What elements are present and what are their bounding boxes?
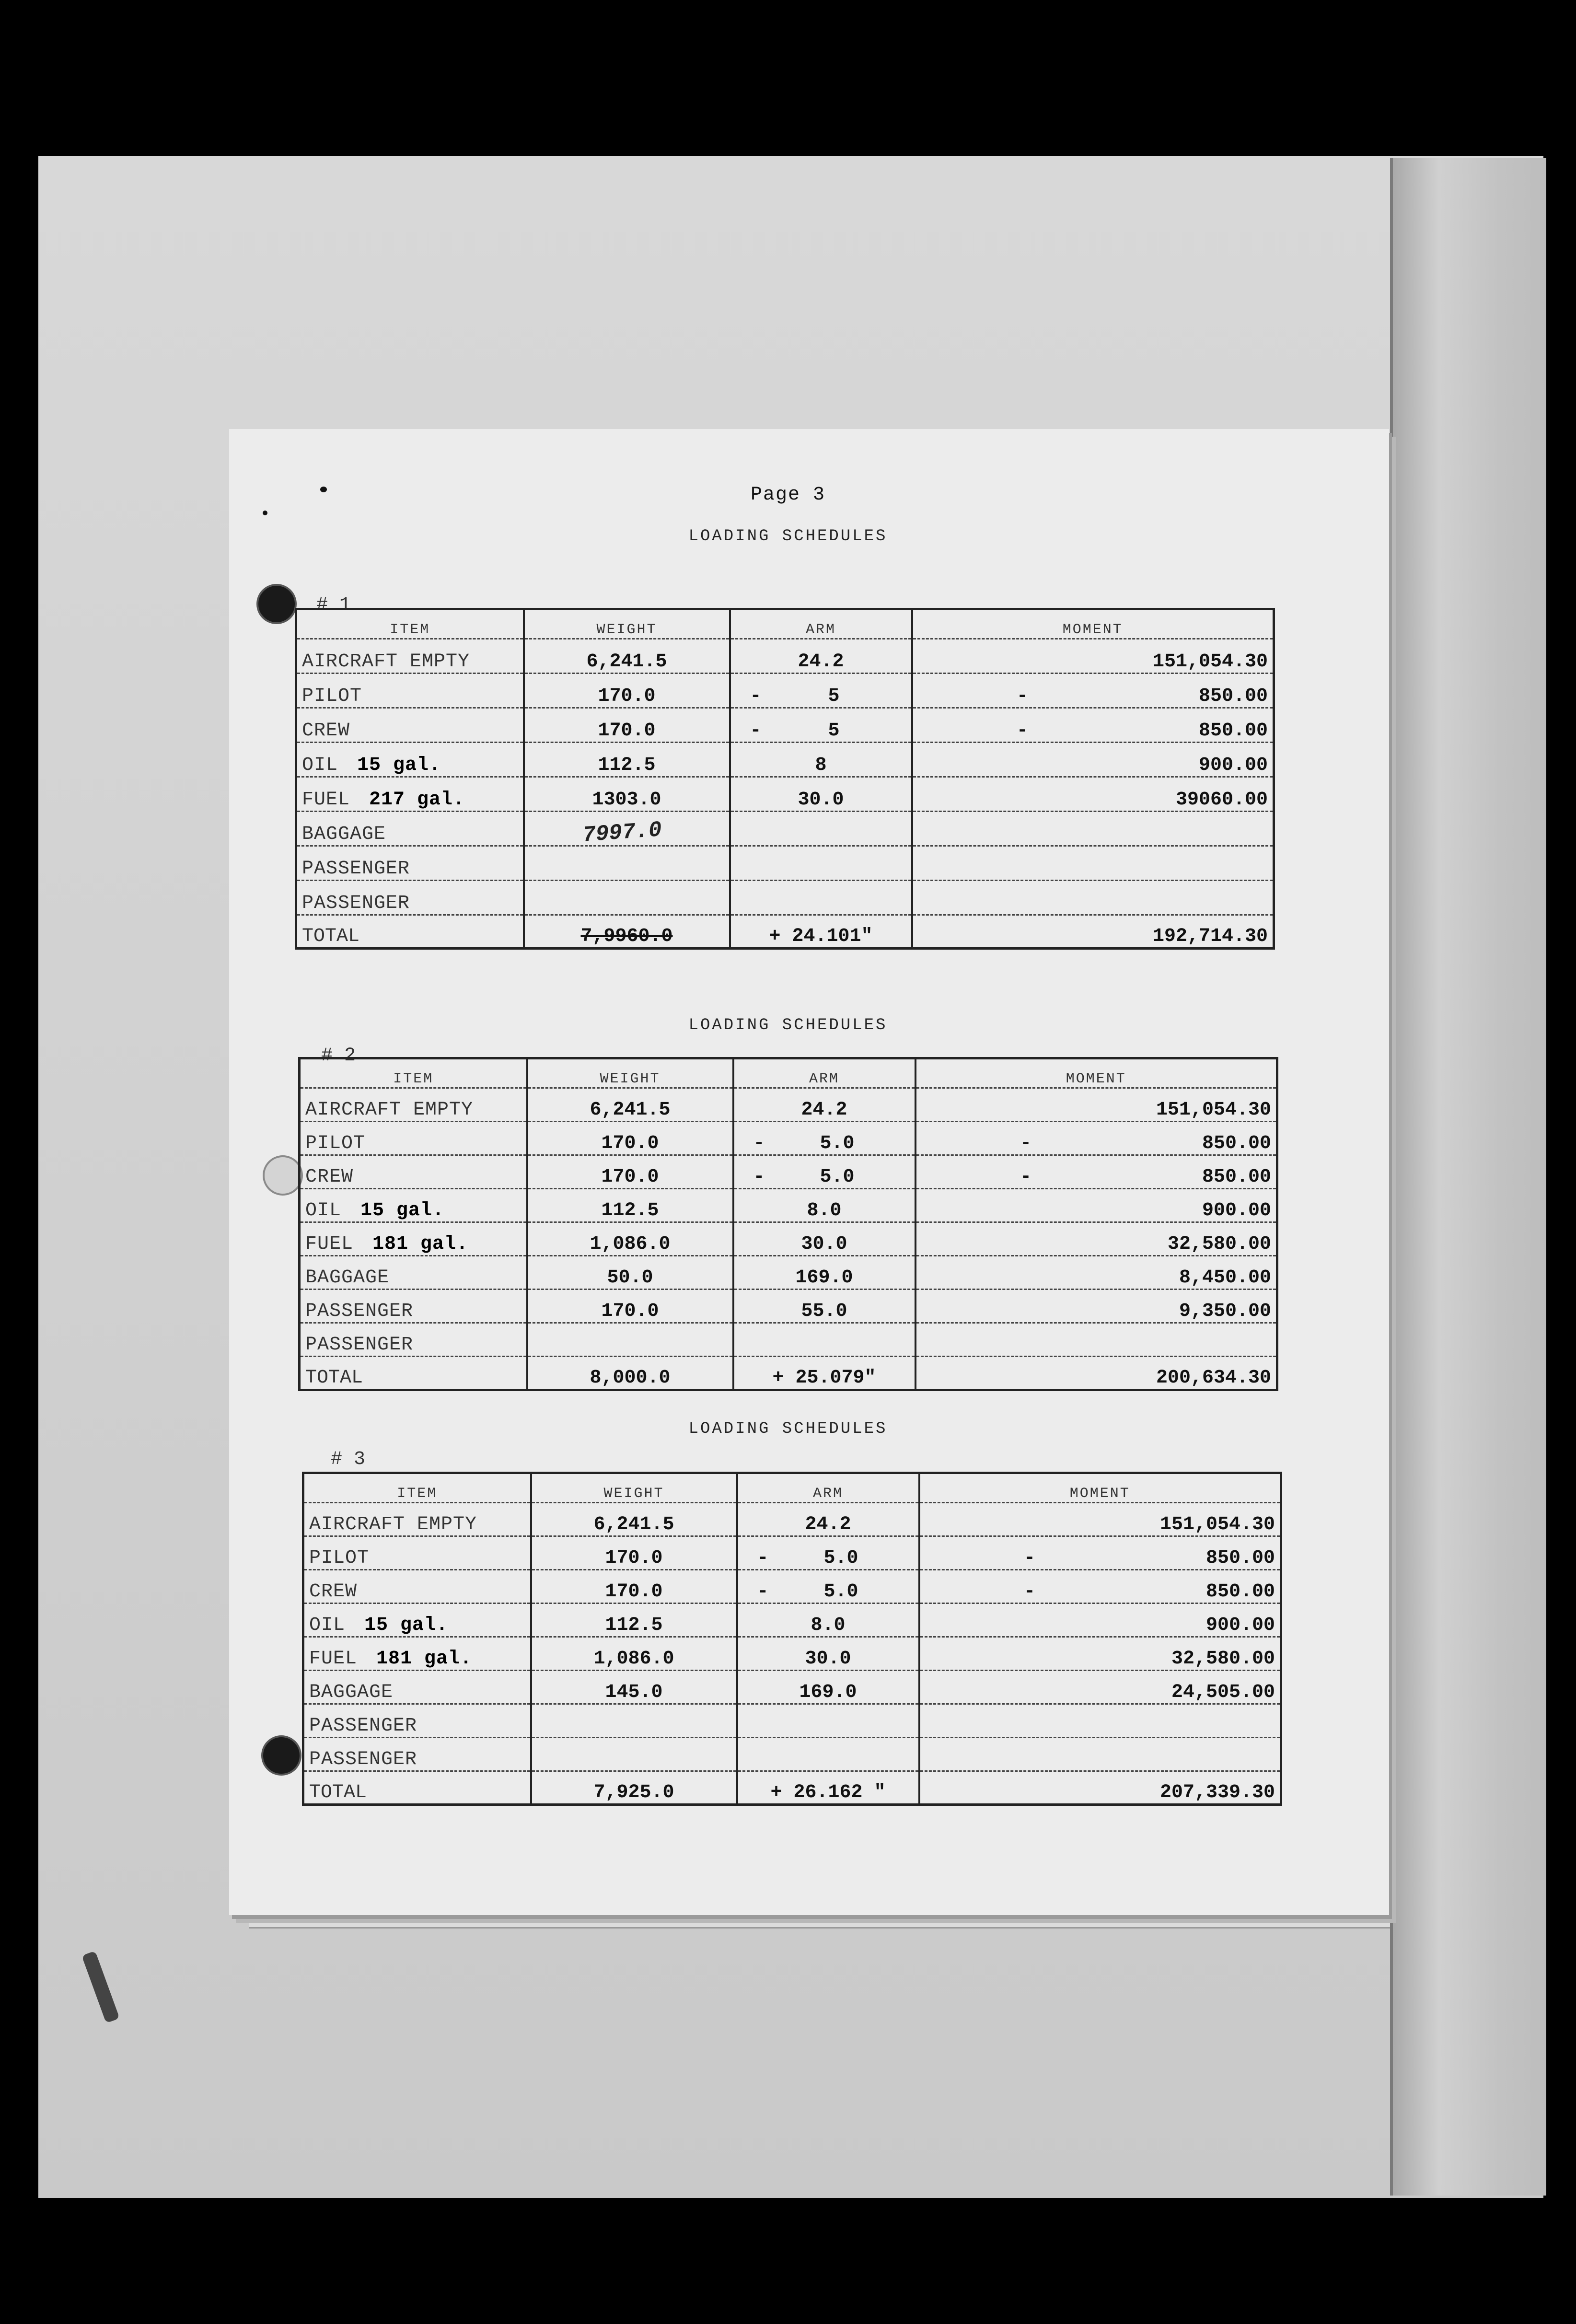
item-note: 181 gal. <box>376 1648 473 1670</box>
moment-sign: - <box>1020 1133 1031 1154</box>
moment-cell <box>915 1222 1277 1256</box>
moment-cell <box>919 1570 1281 1604</box>
moment-cell <box>919 1503 1281 1536</box>
table-row <box>300 1256 1277 1290</box>
item-cell <box>300 1222 527 1256</box>
moment-value: 850.00 <box>1205 1547 1275 1569</box>
weight-value: 170.0 <box>605 1547 663 1569</box>
total-row <box>300 1357 1277 1390</box>
punch-hole <box>261 1735 301 1776</box>
column-header: MOMENT <box>912 609 1274 639</box>
weight-value: 112.5 <box>601 1200 659 1221</box>
schedule-number: # 3 <box>331 1449 366 1470</box>
moment-cell <box>912 639 1274 674</box>
page-number: Page 3 <box>750 484 826 506</box>
schedules-title: LOADING SCHEDULES <box>688 527 888 546</box>
arm-value: 30.0 <box>798 789 844 811</box>
weight-cell <box>524 708 730 743</box>
arm-value: 30.0 <box>805 1648 851 1670</box>
moment-value: 151,054.30 <box>1156 1099 1271 1121</box>
item-note: 15 gal. <box>360 1200 445 1221</box>
item-cell <box>303 1738 531 1771</box>
moment-cell <box>919 1671 1281 1704</box>
column-header: ARM <box>733 1058 915 1088</box>
table-row <box>300 1323 1277 1357</box>
column-header: WEIGHT <box>531 1473 737 1503</box>
arm-cell <box>733 1122 915 1155</box>
moment-cell <box>912 812 1274 846</box>
weight-value: 170.0 <box>598 720 656 742</box>
moment-value: 151,054.30 <box>1152 651 1268 673</box>
weight-cell <box>527 1155 733 1189</box>
arm-cell <box>733 1222 915 1256</box>
moment-cell <box>919 1604 1281 1637</box>
moment-cell <box>912 743 1274 777</box>
table-row <box>296 812 1274 846</box>
item-cell <box>303 1536 531 1570</box>
total-label: TOTAL <box>309 1782 367 1803</box>
weight-cell <box>524 743 730 777</box>
weight-cell <box>531 1570 737 1604</box>
table-row <box>296 674 1274 708</box>
total-weight: 8,000.0 <box>527 1357 733 1390</box>
arm-value: 24.2 <box>805 1514 851 1535</box>
table-row <box>303 1604 1281 1637</box>
moment-value: 900.00 <box>1205 1615 1275 1636</box>
weight-value: 170.0 <box>605 1581 663 1603</box>
arm-value: 5.0 <box>823 1581 858 1603</box>
item-label: CREW <box>305 1166 354 1188</box>
item-cell <box>296 812 524 846</box>
moment-value: 900.00 <box>1198 755 1268 776</box>
total-arm: + 26.162 " <box>737 1771 919 1805</box>
arm-cell <box>737 1671 919 1704</box>
item-label: PASSENGER <box>309 1749 417 1770</box>
weight-cell <box>524 812 730 846</box>
moment-sign: - <box>1016 720 1028 742</box>
weight-cell <box>524 881 730 915</box>
arm-cell <box>733 1323 915 1357</box>
arm-cell <box>737 1570 919 1604</box>
item-note: 15 gal. <box>357 755 441 776</box>
item-cell <box>300 1323 527 1357</box>
item-cell <box>296 743 524 777</box>
weight-cell <box>531 1637 737 1671</box>
arm-cell <box>730 639 912 674</box>
weight-value: 1,086.0 <box>593 1648 674 1670</box>
weight-cell <box>527 1122 733 1155</box>
schedules-title: LOADING SCHEDULES <box>688 1016 888 1034</box>
item-label: OIL <box>305 1200 342 1221</box>
item-label: PASSENGER <box>305 1334 414 1356</box>
column-header: MOMENT <box>919 1473 1281 1503</box>
item-label: OIL <box>309 1615 346 1636</box>
arm-cell <box>733 1189 915 1222</box>
table-row <box>296 708 1274 743</box>
moment-value: 900.00 <box>1202 1200 1271 1221</box>
column-header: MOMENT <box>915 1058 1277 1088</box>
moment-value: 850.00 <box>1198 720 1268 742</box>
item-cell <box>303 1671 531 1704</box>
weight-value: 170.0 <box>601 1301 659 1322</box>
weight-cell <box>527 1256 733 1290</box>
total-moment: 207,339.30 <box>919 1771 1281 1805</box>
arm-sign: - <box>757 1547 769 1569</box>
item-cell <box>300 1290 527 1323</box>
item-cell <box>303 1503 531 1536</box>
weight-value: 170.0 <box>598 686 656 707</box>
column-header: WEIGHT <box>524 609 730 639</box>
table-row <box>300 1122 1277 1155</box>
weight-cell <box>524 639 730 674</box>
arm-cell <box>737 1604 919 1637</box>
arm-value: 8 <box>815 755 827 776</box>
item-label: BAGGAGE <box>302 824 386 845</box>
item-cell <box>296 777 524 812</box>
item-label: PASSENGER <box>302 893 410 914</box>
arm-cell <box>730 881 912 915</box>
weight-value: 6,241.5 <box>586 651 667 673</box>
weight-value: 50.0 <box>607 1267 653 1289</box>
weight-cell <box>531 1604 737 1637</box>
ink-speck <box>263 511 267 515</box>
weight-cell <box>524 777 730 812</box>
item-cell <box>296 846 524 881</box>
arm-cell <box>733 1088 915 1122</box>
item-label: PASSENGER <box>302 858 410 880</box>
schedule-number: # 2 <box>321 1045 356 1067</box>
table-row <box>303 1503 1281 1536</box>
weight-cell <box>531 1536 737 1570</box>
item-note: 217 gal. <box>369 789 465 811</box>
schedules-title: LOADING SCHEDULES <box>688 1420 888 1438</box>
moment-cell <box>919 1738 1281 1771</box>
weight-value: 170.0 <box>601 1166 659 1188</box>
moment-cell <box>915 1290 1277 1323</box>
arm-value: 8.0 <box>811 1615 846 1636</box>
moment-value: 850.00 <box>1202 1166 1271 1188</box>
item-label: OIL <box>302 755 338 776</box>
loading-schedule-table <box>295 608 1275 950</box>
item-label: BAGGAGE <box>309 1682 394 1703</box>
arm-value: 5 <box>828 686 840 707</box>
item-label: AIRCRAFT EMPTY <box>302 651 470 673</box>
total-weight: 7,925.0 <box>531 1771 737 1805</box>
moment-value: 32,580.00 <box>1167 1233 1271 1255</box>
table-row <box>303 1704 1281 1738</box>
item-label: PILOT <box>309 1547 370 1569</box>
total-row <box>296 915 1274 949</box>
table-row <box>300 1155 1277 1189</box>
total-row <box>303 1771 1281 1805</box>
arm-cell <box>737 1704 919 1738</box>
total-label: TOTAL <box>305 1367 363 1389</box>
moment-sign: - <box>1023 1547 1035 1569</box>
moment-value: 850.00 <box>1202 1133 1271 1154</box>
item-label: PASSENGER <box>305 1301 414 1322</box>
column-header: ITEM <box>303 1473 531 1503</box>
weight-cell <box>527 1222 733 1256</box>
moment-cell <box>915 1122 1277 1155</box>
item-cell <box>303 1704 531 1738</box>
moment-cell <box>915 1323 1277 1357</box>
arm-value: 30.0 <box>801 1233 847 1255</box>
header-row <box>300 1058 1277 1088</box>
arm-value: 169.0 <box>799 1682 857 1703</box>
moment-value: 8,450.00 <box>1179 1267 1271 1289</box>
moment-sign: - <box>1023 1581 1035 1603</box>
arm-cell <box>730 743 912 777</box>
item-label: PILOT <box>305 1133 366 1154</box>
moment-cell <box>915 1088 1277 1122</box>
total-moment: 200,634.30 <box>915 1357 1277 1390</box>
weight-cell <box>531 1738 737 1771</box>
item-cell <box>296 708 524 743</box>
total-moment: 192,714.30 <box>912 915 1274 949</box>
table-row <box>300 1189 1277 1222</box>
arm-cell <box>730 812 912 846</box>
item-cell <box>303 1637 531 1671</box>
item-cell <box>296 881 524 915</box>
item-label: PILOT <box>302 686 362 707</box>
moment-cell <box>912 777 1274 812</box>
arm-value: 169.0 <box>795 1267 853 1289</box>
arm-sign: - <box>750 720 762 742</box>
arm-sign: - <box>753 1166 765 1188</box>
arm-value: 55.0 <box>801 1301 847 1322</box>
item-label: BAGGAGE <box>305 1267 390 1289</box>
weight-cell <box>524 846 730 881</box>
weight-value: 170.0 <box>601 1133 659 1154</box>
table-row <box>296 743 1274 777</box>
arm-value: 8.0 <box>807 1200 842 1221</box>
arm-cell <box>733 1256 915 1290</box>
arm-cell <box>737 1738 919 1771</box>
item-label: CREW <box>309 1581 358 1603</box>
moment-cell <box>912 708 1274 743</box>
column-header: ITEM <box>296 609 524 639</box>
arm-value: 24.2 <box>801 1099 847 1121</box>
moment-cell <box>915 1155 1277 1189</box>
table-row <box>296 846 1274 881</box>
item-cell <box>300 1122 527 1155</box>
punch-hole <box>256 584 297 624</box>
moment-cell <box>915 1256 1277 1290</box>
arm-cell <box>733 1155 915 1189</box>
schedule-number: # 1 <box>316 594 351 616</box>
item-cell <box>300 1189 527 1222</box>
table-row <box>300 1088 1277 1122</box>
punch-hole <box>263 1155 303 1196</box>
arm-value: 24.2 <box>798 651 844 673</box>
item-label: FUEL <box>309 1648 358 1670</box>
weight-value: 6,241.5 <box>590 1099 671 1121</box>
column-header: ARM <box>730 609 912 639</box>
arm-cell <box>730 846 912 881</box>
table-row <box>296 639 1274 674</box>
item-cell <box>303 1570 531 1604</box>
moment-cell <box>912 846 1274 881</box>
table-row <box>300 1222 1277 1256</box>
weight-value: 112.5 <box>598 755 656 776</box>
moment-cell <box>912 674 1274 708</box>
weight-cell <box>527 1189 733 1222</box>
column-header: ARM <box>737 1473 919 1503</box>
arm-cell <box>730 777 912 812</box>
item-label: FUEL <box>305 1233 354 1255</box>
item-cell <box>300 1155 527 1189</box>
item-cell <box>296 674 524 708</box>
arm-cell <box>730 708 912 743</box>
weight-value: 112.5 <box>605 1615 663 1636</box>
moment-cell <box>912 881 1274 915</box>
header-row <box>303 1473 1281 1503</box>
weight-value: 6,241.5 <box>593 1514 674 1535</box>
moment-cell <box>919 1704 1281 1738</box>
table-row <box>303 1536 1281 1570</box>
arm-sign: - <box>757 1581 769 1603</box>
arm-cell <box>730 674 912 708</box>
weight-value: 145.0 <box>605 1682 663 1703</box>
table-row <box>300 1290 1277 1323</box>
table-row <box>296 777 1274 812</box>
weight-cell <box>527 1290 733 1323</box>
total-weight: 7,9960.0 <box>524 915 730 949</box>
loading-schedule-table <box>298 1057 1278 1391</box>
loading-schedule-table <box>302 1472 1282 1806</box>
arm-value: 5.0 <box>820 1133 855 1154</box>
weight-cell <box>527 1088 733 1122</box>
table-row <box>303 1637 1281 1671</box>
arm-cell <box>737 1637 919 1671</box>
item-label: PASSENGER <box>309 1715 417 1737</box>
table-row <box>303 1671 1281 1704</box>
item-cell <box>300 1256 527 1290</box>
item-note: 15 gal. <box>364 1615 449 1636</box>
weight-value: 1,086.0 <box>590 1233 671 1255</box>
moment-cell <box>919 1637 1281 1671</box>
moment-value: 9,350.00 <box>1179 1301 1271 1322</box>
moment-cell <box>915 1189 1277 1222</box>
weight-cell <box>524 674 730 708</box>
item-label: FUEL <box>302 789 350 811</box>
weight-cell <box>531 1503 737 1536</box>
header-row <box>296 609 1274 639</box>
item-label: AIRCRAFT EMPTY <box>305 1099 474 1121</box>
moment-value: 24,505.00 <box>1171 1682 1275 1703</box>
column-header: ITEM <box>300 1058 527 1088</box>
table-row <box>303 1738 1281 1771</box>
moment-value: 39060.00 <box>1175 789 1268 811</box>
arm-cell <box>737 1503 919 1536</box>
backing-board-edge <box>1390 158 1546 2196</box>
item-cell <box>300 1088 527 1122</box>
total-arm: + 24.101" <box>730 915 912 949</box>
moment-value: 850.00 <box>1198 686 1268 707</box>
moment-cell <box>919 1536 1281 1570</box>
item-cell <box>296 639 524 674</box>
item-note: 181 gal. <box>372 1233 469 1255</box>
arm-cell <box>733 1290 915 1323</box>
item-cell <box>303 1604 531 1637</box>
item-label: CREW <box>302 720 350 742</box>
moment-sign: - <box>1016 686 1028 707</box>
arm-value: 5.0 <box>823 1547 858 1569</box>
arm-sign: - <box>750 686 762 707</box>
total-label: TOTAL <box>302 926 360 947</box>
moment-value: 151,054.30 <box>1159 1514 1275 1535</box>
weight-value: 1303.0 <box>592 789 661 811</box>
item-label: AIRCRAFT EMPTY <box>309 1514 477 1535</box>
arm-value: 5.0 <box>820 1166 855 1188</box>
weight-cell <box>527 1323 733 1357</box>
moment-value: 850.00 <box>1205 1581 1275 1603</box>
arm-value: 5 <box>828 720 840 742</box>
weight-cell <box>531 1671 737 1704</box>
table-row <box>296 881 1274 915</box>
column-header: WEIGHT <box>527 1058 733 1088</box>
moment-value: 32,580.00 <box>1171 1648 1275 1670</box>
weight-value: 7997.0 <box>581 817 662 848</box>
arm-cell <box>737 1536 919 1570</box>
moment-sign: - <box>1020 1166 1031 1188</box>
total-arm: + 25.079" <box>733 1357 915 1390</box>
table-row <box>303 1570 1281 1604</box>
weight-cell <box>531 1704 737 1738</box>
arm-sign: - <box>753 1133 765 1154</box>
